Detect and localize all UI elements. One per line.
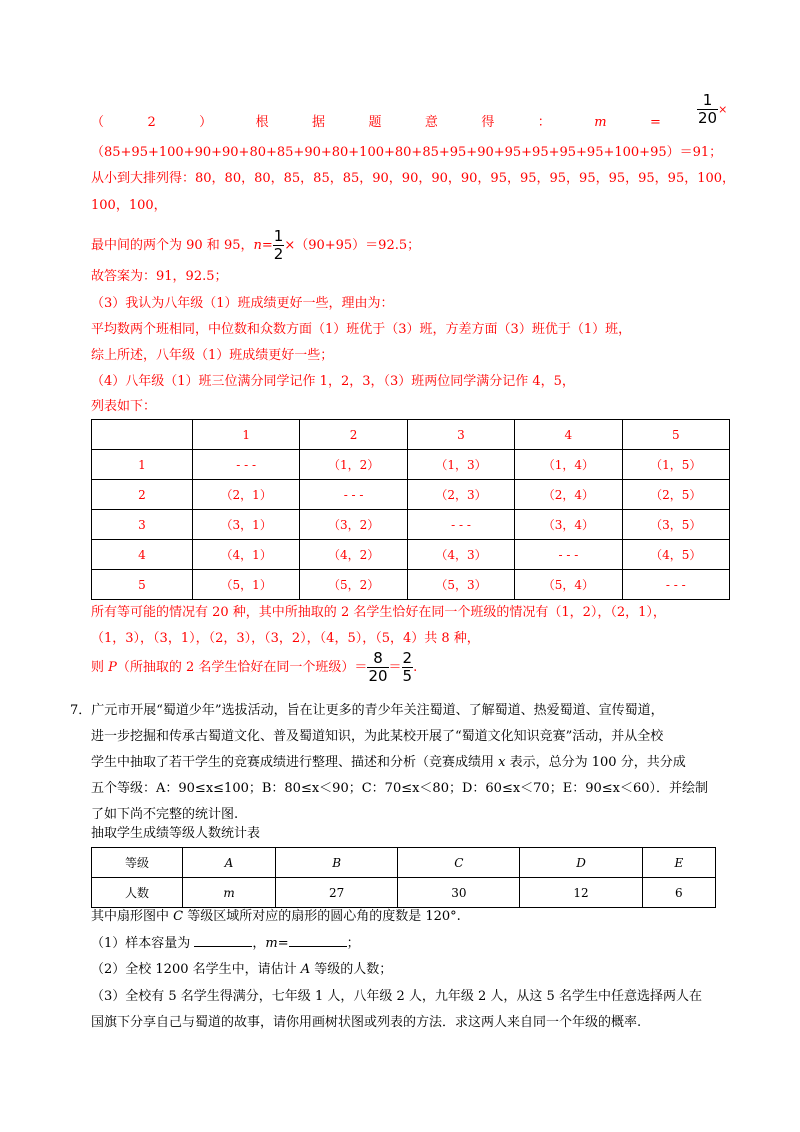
table-row <box>92 570 730 600</box>
prob-eq: ＝ <box>388 660 402 675</box>
table-row <box>92 510 730 540</box>
q1-end: ； <box>346 936 360 951</box>
part2-fraction <box>697 93 727 126</box>
table-cell: （4，2） <box>300 540 407 570</box>
median-n: n <box>253 238 262 253</box>
table-row <box>92 540 730 570</box>
q1-text: （1）样本容量为 <box>91 936 195 951</box>
grade-letter: C <box>454 855 464 870</box>
fraction-numerator: 1 <box>273 227 284 245</box>
answer-blank <box>194 934 252 947</box>
p7-note <box>91 907 461 927</box>
table-cell: （1，4） <box>515 450 622 480</box>
part2-token: 意 <box>424 115 438 130</box>
p7-note-c: C <box>173 909 184 924</box>
table-cell: （1，2） <box>300 450 407 480</box>
table-cell: （1，3） <box>407 450 514 480</box>
part3-line-3: 综上所述，八年级（1）班成绩更好一些； <box>91 348 334 363</box>
table-header-row <box>92 420 730 450</box>
table-cell: （2，1） <box>193 480 300 510</box>
part4-line-1: （4）八年级（1）班三位满分同学记作 1，2，3，（3）班两位同学满分记作 4，5， <box>91 374 575 389</box>
fraction <box>697 93 718 126</box>
part2-token: = <box>649 115 661 130</box>
table-corner-cell <box>92 420 193 450</box>
p7-x: x <box>498 755 506 770</box>
table-header-row <box>92 848 716 878</box>
table-header-cell: 5 <box>622 420 729 450</box>
median-eq: = <box>261 238 273 253</box>
grade-letter: B <box>332 855 342 870</box>
table-cell: 6 <box>642 878 715 908</box>
p7-line-1: 7．广元市开展“蜀道少年”选拔活动，旨在让更多的青少年关注蜀道、了解蜀道、热爱蜀道、宣传蜀道， <box>70 703 664 718</box>
fraction-denominator: 20 <box>698 109 718 127</box>
p7-line-4: 五个等级：A：90≤x≤100；B：80≤x＜90；C：70≤x＜80；D：60≤x＜70；E：90≤x＜60）．并绘制 <box>91 781 709 796</box>
p7-line-3-a: 学生中抽取了若干学生的竞赛成绩进行整理、描述和分析（竞赛成绩用 <box>91 755 499 770</box>
table-cell: （5，1） <box>193 570 300 600</box>
table-cell: （4，5） <box>622 540 729 570</box>
table-cell: 1 <box>92 450 193 480</box>
table-header-cell: 等级 <box>92 848 183 878</box>
part2-token: ） <box>199 115 213 130</box>
grade-letter: D <box>576 855 586 870</box>
table-cell: （2，3） <box>407 480 514 510</box>
p7-line-3 <box>91 753 686 773</box>
table-cell: （3，2） <box>300 510 407 540</box>
table-cell <box>183 878 276 908</box>
p7-table-title: 抽取学生成绩等级人数统计表 <box>91 826 261 841</box>
part2-token: 据 <box>312 115 326 130</box>
q2-grade: A <box>300 962 311 977</box>
table-cell: - - - <box>622 570 729 600</box>
part2-token: m <box>594 115 607 130</box>
part2-token: 得 <box>481 115 495 130</box>
count-m: m <box>223 885 235 900</box>
part2-token: （ <box>91 115 105 130</box>
table-cell: （4，3） <box>407 540 514 570</box>
pairs-table <box>91 419 730 600</box>
table-cell: 2 <box>92 480 193 510</box>
fraction-denominator: 2 <box>273 245 284 263</box>
part3-line-1: （3）我认为八年级（1）班成绩更好一些，理由为： <box>91 296 394 311</box>
q1-eq: = <box>277 936 289 951</box>
part2-token: 2 <box>147 115 156 130</box>
p7-line-2: 进一步挖掘和传承古蜀道文化、普及蜀道知识，为此某校开展了“蜀道文化知识竞赛”活动，并从全校 <box>91 729 664 744</box>
table-cell: （4，1） <box>193 540 300 570</box>
table-cell: （3，5） <box>622 510 729 540</box>
table-cell: （1，5） <box>622 450 729 480</box>
table-cell: （2，4） <box>515 480 622 510</box>
prob-fraction-1 <box>367 651 388 684</box>
table-cell: - - - <box>300 480 407 510</box>
table-header-cell <box>520 848 642 878</box>
grade-count-table <box>91 847 716 908</box>
fraction-denominator: 5 <box>402 667 413 685</box>
table-cell: （5，4） <box>515 570 622 600</box>
table-cell: 4 <box>92 540 193 570</box>
sorted-line-2: 100，100， <box>91 198 167 213</box>
median-prefix: 最中间的两个为 90 和 95， <box>91 238 254 253</box>
part2-spread <box>91 113 661 133</box>
prob-prefix: 则 <box>91 660 109 675</box>
prob-p: P <box>108 660 117 675</box>
all-cases-line-1: 所有等可能的情况有 20 种，其中所抽取的 2 名学生恰好在同一个班级的情况有（1，2），（2，1）， <box>91 605 666 620</box>
q2-end: 等级的人数； <box>310 962 393 977</box>
table-cell: - - - <box>515 540 622 570</box>
table-cell: - - - <box>407 510 514 540</box>
table-cell: 27 <box>276 878 398 908</box>
p7-question-3-line-2: 国旗下分享自己与蜀道的故事，请你用画树状图或列表的方法．求这两人来自同一个年级的概率. <box>91 1015 642 1030</box>
prob-event: （所抽取的 2 名学生恰好在同一个班级）＝ <box>116 660 368 675</box>
p7-line-5: 了如下尚不完整的统计图. <box>91 807 239 822</box>
table-header-cell: 3 <box>407 420 514 450</box>
part4-line-2: 列表如下： <box>91 399 157 414</box>
p7-question-1 <box>91 934 360 954</box>
part2-token: 根 <box>255 115 269 130</box>
median-line <box>91 222 420 270</box>
table-cell: （2，5） <box>622 480 729 510</box>
p7-question-2 <box>91 960 392 980</box>
p7-question-3-line-1: （3）全校有 5 名学生得满分，七年级 1 人，八年级 2 人，九年级 2 人，从这 5 名学生中任意选择两人在 <box>91 989 702 1004</box>
table-cell: - - - <box>193 450 300 480</box>
table-header-cell <box>276 848 398 878</box>
fraction-numerator: 1 <box>702 91 713 109</box>
prob-fraction-2 <box>402 651 414 684</box>
median-rest: ×（90+95）＝92.5； <box>284 238 421 253</box>
part2-token: 题 <box>368 115 382 130</box>
median-fraction <box>273 229 285 262</box>
fraction-numerator: 8 <box>373 649 383 667</box>
fraction-numerator: 2 <box>402 649 413 667</box>
p7-note-a: 其中扇形图中 <box>91 909 174 924</box>
p7-line-3-b: 表示，总分为 100 分，共分成 <box>505 755 686 770</box>
multiply-sign: × <box>718 103 728 116</box>
q1-m: m <box>265 936 278 951</box>
table-cell: （5，3） <box>407 570 514 600</box>
sorted-line-1: 从小到大排列得：80，80，80，85，85，85，90，90，90，90，95，95，95，95，95，95，95，100， <box>91 171 736 186</box>
table-header-cell <box>642 848 715 878</box>
part2-sum: （85+95+100+90+90+80+85+90+80+100+80+85+95+90+95+95+95+95+100+95）＝91； <box>91 145 723 160</box>
table-cell: （3，1） <box>193 510 300 540</box>
table-header-cell: 4 <box>515 420 622 450</box>
table-cell: 5 <box>92 570 193 600</box>
table-header-cell: 2 <box>300 420 407 450</box>
grade-letter: A <box>224 855 234 870</box>
probability-line <box>91 646 417 690</box>
part3-line-2: 平均数两个班相同，中位数和众数方面（1）班优于（3）班，方差方面（3）班优于（1）班， <box>91 322 632 337</box>
answer-line: 故答案为：91，92.5； <box>91 269 228 284</box>
table-cell: （3，4） <box>515 510 622 540</box>
table-cell: 3 <box>92 510 193 540</box>
q1-comma: ， <box>252 936 266 951</box>
table-header-cell: 1 <box>193 420 300 450</box>
table-cell: 30 <box>398 878 520 908</box>
table-row <box>92 878 716 908</box>
table-cell: 人数 <box>92 878 183 908</box>
grade-letter: E <box>674 855 684 870</box>
table-row <box>92 480 730 510</box>
q2-text: （2）全校 1200 名学生中，请估计 <box>91 962 301 977</box>
part2-token: ： <box>537 115 551 130</box>
table-cell: （5，2） <box>300 570 407 600</box>
part2-line <box>91 113 661 133</box>
all-cases-line-2: （1，3），（3，1），（2，3），（3，2），（4，5），（5，4）共 8 种， <box>91 631 480 646</box>
table-row <box>92 450 730 480</box>
p7-note-b: 等级区域所对应的扇形的圆心角的度数是 120°. <box>183 909 461 924</box>
fraction-denominator: 20 <box>368 667 388 685</box>
table-header-cell <box>398 848 520 878</box>
answer-blank <box>289 934 347 947</box>
prob-end: . <box>413 660 418 675</box>
table-cell: 12 <box>520 878 642 908</box>
table-header-cell <box>183 848 276 878</box>
